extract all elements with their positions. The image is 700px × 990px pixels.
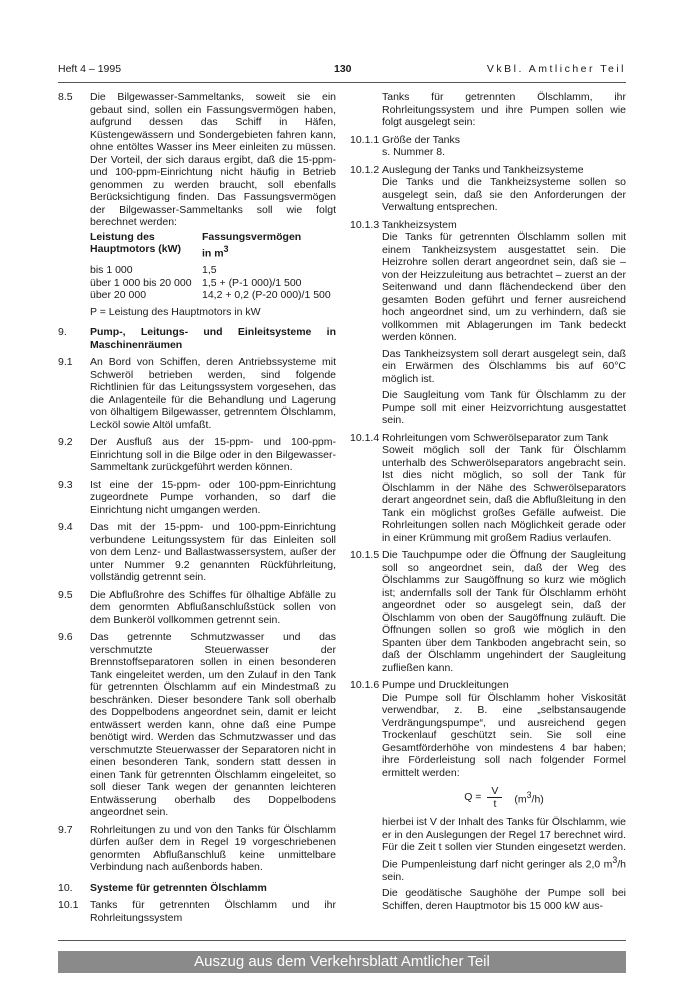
table-cell-capacity: 1,5 + (P-1 000)/1 500 (202, 276, 302, 289)
section-9 (58, 326, 336, 351)
section-text: Die Tanks und die Tankheizsysteme sollen so ausgelegt sein, daß sie den Anforderungen der Verwaltung entsprechen. (382, 176, 626, 213)
section-number: 10. (58, 881, 73, 894)
section-number: 10.1 (58, 899, 79, 911)
section-number: 8.5 (58, 91, 73, 103)
section-9-3 (58, 479, 336, 517)
section-number: 9.5 (58, 588, 73, 601)
section-text: Die Tanks für getrennten Ölschlamm sollen mit einem Tankheizsystem ausgestattet sein. Die Heizrohre sollen derart angeordnet sein, daß sie – von der Heizzuleitung aus betrachtet – zuerst an der Seitenwand und dann flächendeckend über den gesamten Boden geführt und ferner ausreichend hoch angeordnet sind, um zu verhindern, daß sie vollkommen mit Ablagerungen im Tank bedeckt werden können. (382, 231, 626, 343)
table-cell-capacity: 14,2 + 0,2 (P-20 000)/1 500 (202, 289, 331, 301)
section-text: Tanks für getrennten Ölschlamm und ihr Rohrleitungssystem (90, 899, 336, 924)
section-9-7 (58, 824, 336, 874)
section-heading: Systeme für getrennten Ölschlamm (90, 881, 267, 894)
formula-fraction (487, 785, 502, 810)
publication-title: VkBl. Amtlicher Teil (486, 63, 626, 75)
section-number: 10.1.1 (350, 133, 380, 146)
section-text: Der Ausfluß aus der 15-ppm- und 100-ppm-Einrichtung soll in die Bilge oder in den Bilgewasser-Sammeltank zurückgeführt werden können. (90, 436, 336, 473)
footer-rule (58, 940, 626, 941)
section-10-1-5 (350, 549, 626, 674)
section-10-1-4 (350, 432, 626, 545)
section-title: Größe der Tanks (382, 133, 461, 146)
section-text: Rohrleitungen zu und von den Tanks für Ölschlamm dürfen außer dem in Regel 19 vorgeschriebenen genormten Abflußanschluß keine unmittelbare Verbindung nach außenbords haben. (90, 823, 336, 873)
formula-unit: $(m^3/h)$ (514, 790, 544, 806)
section-text: Ist eine der 15-ppm- oder 100-ppm-Einrichtung zugeordnete Pumpe vorhanden, so darf die Einrichtung nicht umgangen werden. (90, 478, 336, 516)
section-text: Soweit möglich soll der Tank für Ölschlamm unterhalb des Schwerölseparators angebracht sein. Ist dies nicht möglich, so soll der Tank für Ölschlamm in der Nähe des Schwerölseparators derart angeordnet sein, daß die Abflußleitung in den Tank ein möglichst großes Gefälle aufweist. Die Rohrleitungen sollen nach Möglichkeit gerade oder in einer Krümmung mit großem Radius verlaufen. (382, 444, 626, 544)
right-column (350, 91, 626, 917)
formula-denominator: t (493, 798, 497, 810)
section-10 (58, 882, 336, 895)
section-text: s. Nummer 8. (382, 146, 446, 158)
section-title: Tankheizsystem (382, 218, 457, 231)
section-heading: Pump-, Leitungs- und Einleitsysteme in Maschinenräumen (90, 326, 336, 351)
section-9-2 (58, 436, 336, 474)
section-intro: Tanks für getrennten Ölschlamm, ihr Rohrleitungssystem und ihre Pumpen sollen wie folgt ausgelegt sein: (382, 91, 626, 128)
formula-numerator: V (487, 785, 502, 798)
section-title: Auslegung der Tanks und Tankheizsysteme (382, 163, 584, 176)
section-9-5 (58, 589, 336, 627)
section-number: 9.7 (58, 823, 73, 836)
section-number: 9. (58, 326, 67, 338)
section-title: Rohrleitungen vom Schwerölseparator zum Tank (382, 431, 609, 444)
pump-capacity-formula (382, 785, 626, 810)
section-10-1-3 (350, 219, 626, 427)
footer-banner: Auszug aus dem Verkehrsblatt Amtlicher Teil (58, 951, 626, 973)
left-column (58, 91, 336, 929)
section-10-1-2 (350, 164, 626, 214)
section-text: Die Saugleitung vom Tank für Ölschlamm zu der Pumpe soll mit einer Heizvorrichtung ausgestattet sein. (382, 389, 626, 426)
section-text: Das getrennte Schmutzwasser und das verschmutzte Steuerwasser der Brennstoffseparatoren sollen in einen besonderen Tank eingeleitet werden, um den Zulauf in den Tank für getrennten Ölschlamm auf ein Mindestmaß zu beschränken. Dieser besondere Tank soll oberhalb des Doppelbodens angeordnet sein, damit er leicht entwässert werden kann, ohne daß eine Pumpe benötigt wird. Werden das Schmutzwasser und das verschmutzte Steuerwasser der Separatoren nicht in einen besonderen Tank, sondern statt dessen in einen Tank für getrennten Ölschlamm eingeleitet, so soll dieser Tank wegen der genannten leichteren Entwässerung oberhalb des Doppelbodens angeordnet sein. (90, 631, 336, 818)
issue-label: Heft 4 – 1995 (58, 63, 122, 75)
formula-lhs: Q = (464, 791, 482, 804)
section-10-1 (58, 899, 336, 924)
section-number: 9.4 (58, 521, 73, 533)
section-text: Das Tankheizsystem soll derart ausgelegt sein, daß ein Erwärmen des Ölschlamms bis auf 60°C möglich ist. (382, 347, 626, 385)
section-number: 10.1.4 (350, 431, 380, 444)
table-cell-capacity: 1,5 (202, 264, 217, 276)
section-10-1-6 (350, 679, 626, 912)
section-number: 10.1.5 (350, 549, 380, 561)
table-note: P = Leistung des Hauptmotors in kW (90, 305, 261, 318)
section-number: 9.6 (58, 631, 73, 643)
table-cell-power: über 20 000 (90, 289, 147, 301)
section-text: Das mit der 15-ppm- und 100-ppm-Einrichtung verbundene Leitungssystem für das Einleiten soll von dem Lenz- und Ballastwassersystem, außer der unter Nummer 9.2 genannten Rückführleitung, vollständig getrennt sein. (90, 521, 336, 583)
table-row (90, 289, 331, 302)
section-text: hierbei ist V der Inhalt des Tanks für Ölschlamm, wie er in den Auslegungen der Regel 17 berechnet wird. Für die Zeit t sollen vier Stunden eingesetzt werden. Die Pumpenleistung darf nicht geringer als 2,0 $m^3/h$ sein. (382, 816, 626, 883)
table-cell-power: bis 1 000 (90, 264, 133, 276)
table-cell-power: über 1 000 bis 20 000 (90, 276, 192, 289)
section-text: Die Bilgewasser-Sammeltanks, soweit sie ein gebaut sind, sollen ein Fassungsvermögen haben, aufgrund dessen das Schiff in Häfen, Küstengewässern und Sondergebieten fahren kann, ohne entöltes Wasser ins Meer einleiten zu müssen. Der Vorteil, der sich daraus ergibt, daß die 15-ppm- und 100-ppm-Einrichtung nicht häufig in Betrieb genommen zu werden braucht, soll ebenfalls Berücksichtigung finden. Das Fassungsvermögen der Bilgewasser-Sammeltanks soll wie folgt berechnet werden: (90, 91, 336, 228)
section-number: 9.2 (58, 436, 73, 448)
section-9-1 (58, 356, 336, 431)
table-row (90, 264, 331, 277)
page-number: 130 (334, 63, 352, 75)
header-rule (58, 82, 626, 83)
section-10-1-1 (350, 134, 626, 159)
table-header-power: Leistung des Hauptmotors (kW) (90, 230, 181, 255)
section-text: An Bord von Schiffen, deren Antriebssysteme mit Schweröl betrieben werden, sind folgende Richtlinien für das Leitungssystem vorgesehen, das die Anlagenteile für die Behandlung und Lagerung von ölhaltigem Bilgewasser, getrenntem Ölschlamm, Lecköl sowie Altöl umfaßt. (90, 356, 336, 431)
section-number: 9.1 (58, 356, 73, 368)
section-text: Die geodätische Saughöhe der Pumpe soll bei Schiffen, deren Hauptmotor bis 15 000 kW aus- (382, 887, 626, 912)
table-header-row (90, 231, 331, 265)
section-title: Pumpe und Druckleitungen (382, 679, 509, 691)
section-9-6 (58, 631, 336, 819)
section-text: Die Pumpe soll für Ölschlamm hoher Viskosität verwendbar, z. B. eine „selbstansaugende Verdrängungspumpe“, und ausreichend gegen Trockenlauf geschützt sein. Sie soll eine Gesamtförderhöhe von mindestens 4 bar haben; ihre Förderleistung soll nach folgender Formel ermittelt werden: (382, 691, 626, 779)
section-number: 9.3 (58, 478, 73, 491)
section-8-5 (58, 91, 336, 318)
capacity-table (90, 231, 331, 302)
section-number: 10.1.2 (350, 163, 380, 176)
page-header (58, 63, 626, 81)
section-text: Die Tauchpumpe oder die Öffnung der Saugleitung soll so angeordnet sein, daß der Weg des Ölschlamms zur Saugöffnung so kurz wie möglich ist; andernfalls soll der Tank für Ölschlamm erhöht angeordnet oder so ausgelegt sein, daß der Ölschlamm von oben der Saugöffnung zuläuft. Die Öffnungen sollen so groß wie möglich in den Spanten über dem Tankboden angebracht sein, so daß der Ölschlamm ungehindert der Saugleitung zufließen kann. (382, 549, 626, 674)
section-number: 10.1.6 (350, 679, 380, 691)
table-header-capacity: Fassungsvermögen in $m^3$ (202, 230, 302, 260)
section-text: Die Abflußrohre des Schiffes für ölhaltige Abfälle zu dem genormten Abflußanschlußstück sollen von dem Bunkeröl vollkommen getrennt sein. (90, 588, 336, 626)
table-row (90, 277, 331, 290)
section-number: 10.1.3 (350, 218, 380, 231)
section-9-4 (58, 521, 336, 584)
